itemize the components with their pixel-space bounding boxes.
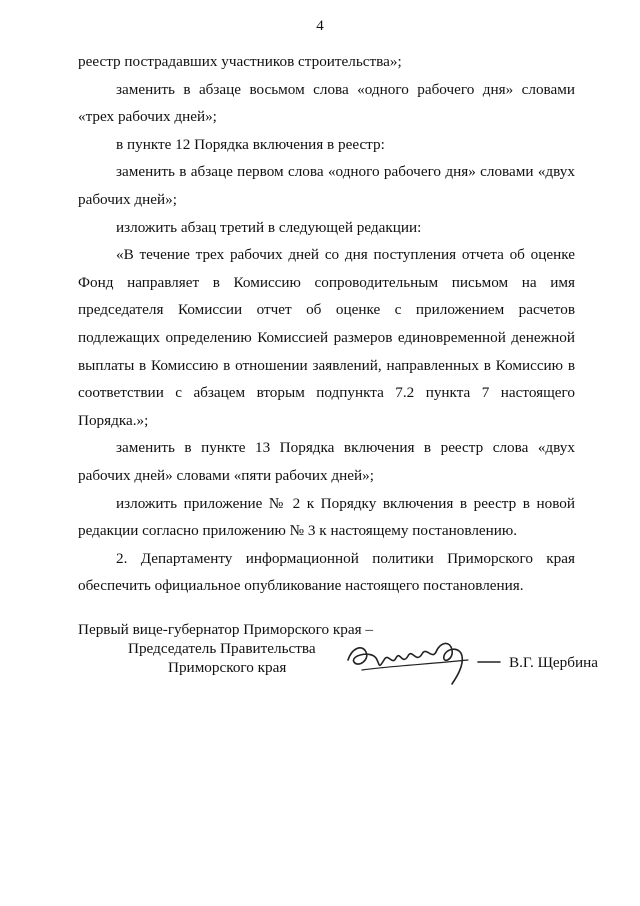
paragraph-quoted-text: «В течение трех рабочих дней со дня поступления отчета об оценке Фонд направляет в Комиссию сопроводительным письмом на имя председателя Комиссии отчет об оценке с приложением расчетов подлежащих определению Комиссией размеров единовременной денежной выплаты в Комиссию в отношении заявлений, направленных в Комиссию в соответствии с абзацем вторым подпункта 7.2 пункта 7 настоящего Порядка.»; <box>78 246 575 429</box>
paragraph-item-2: 2. Департаменту информационной политики Приморского края обеспечить официальное опубликование настоящего постановления. <box>78 549 575 595</box>
paragraph-point-12: в пункте 12 Порядка включения в реестр: <box>116 135 385 153</box>
paragraph-replace-first: заменить в абзаце первом слова «одного рабочего дня» словами «двух рабочих дней»; <box>78 163 575 208</box>
paragraph-third-abstract: изложить абзац третий в следующей редакции: <box>116 218 422 236</box>
page-number: 4 <box>316 18 324 34</box>
signatory-title <box>78 620 373 677</box>
signatory-title-line-3: Приморского края <box>168 659 287 676</box>
handwritten-signature <box>340 630 505 690</box>
signatory-title-line-2: Председатель Правительства <box>128 640 316 657</box>
paragraph-appendix-2: изложить приложение № 2 к Порядку включения в реестр в новой редакции согласно приложению № 3 к настоящему постановлению. <box>78 494 575 540</box>
signatory-title-line-1: Первый вице-губернатор Приморского края – <box>78 621 373 638</box>
paragraph-continuation: реестр пострадавших участников строительства»; <box>78 53 402 70</box>
paragraph-point-13: заменить в пункте 13 Порядка включения в реестр слова «двух рабочих дней» словами «пяти рабочих дней»; <box>78 439 575 484</box>
paragraph-replace-eighth: заменить в абзаце восьмом слова «одного рабочего дня» словами «трех рабочих дней»; <box>78 80 575 126</box>
signatory-name: В.Г. Щербина <box>509 654 598 671</box>
document-body <box>78 48 575 600</box>
